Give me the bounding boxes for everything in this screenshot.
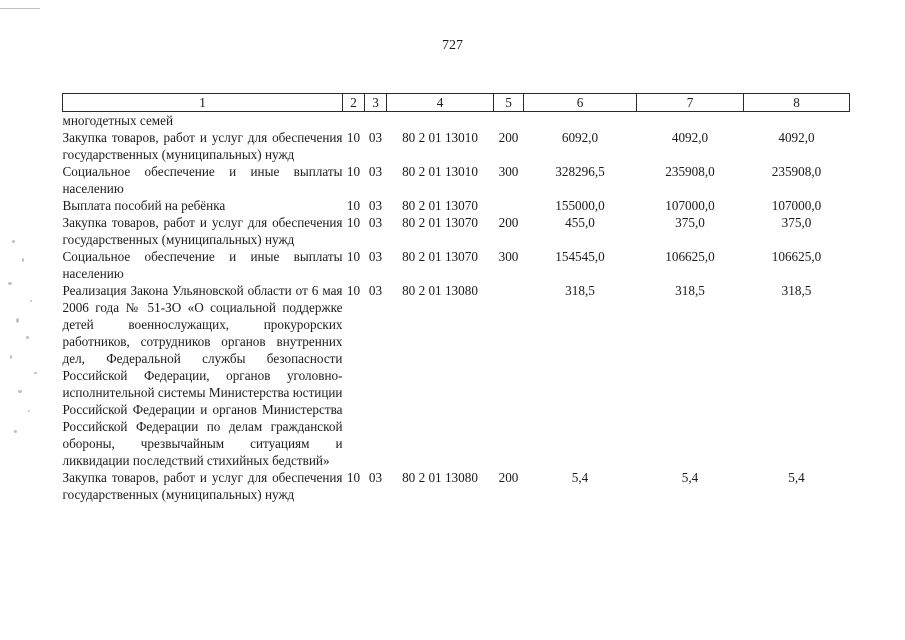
row-subsection: 03: [368, 215, 383, 230]
table-row: [63, 129, 850, 163]
table-header-row: [63, 94, 850, 112]
row-description: Социальное обеспечение и иные выплаты населению: [62, 164, 343, 196]
row-value-col6: 5,4: [571, 470, 589, 485]
table-row: [63, 282, 850, 469]
row-expense-type: [494, 197, 524, 214]
scan-artifact: [26, 336, 29, 339]
row-expense-type: 300: [498, 249, 519, 264]
row-subsection: 03: [368, 164, 383, 179]
row-value-col8: 5,4: [788, 470, 805, 485]
row-target-code: [387, 112, 494, 130]
row-description: Закупка товаров, работ и услуг для обеспечения государственных (муниципальных) нужд: [62, 470, 343, 502]
row-expense-type: 200: [498, 215, 519, 230]
row-description: Закупка товаров, работ и услуг для обеспечения государственных (муниципальных) нужд: [62, 130, 343, 162]
row-value-col7: 375,0: [675, 215, 705, 230]
row-value-col6: 318,5: [565, 283, 595, 298]
row-section: 10: [346, 470, 361, 485]
scan-artifact: [12, 240, 15, 243]
row-value-col8: 4092,0: [778, 130, 815, 145]
scan-artifact: [14, 430, 17, 433]
header-col-1: 1: [63, 94, 343, 112]
table-row: [63, 112, 850, 130]
row-description: многодетных семей: [62, 113, 174, 128]
scan-artifact: [28, 410, 30, 412]
scan-artifact: [34, 372, 37, 374]
row-target-code: 80 2 01 13070: [402, 249, 478, 264]
row-value-col7: 107000,0: [665, 198, 715, 213]
row-value-col7: [637, 112, 744, 130]
row-section: 10: [346, 215, 361, 230]
scan-artifact: [8, 282, 12, 285]
row-expense-type: 200: [498, 470, 519, 485]
row-expense-type: [494, 112, 524, 130]
row-expense-type: 300: [498, 164, 519, 179]
row-value-col8: 106625,0: [771, 249, 822, 264]
row-value-col7: 5,4: [681, 470, 699, 485]
row-value-col6: 155000,0: [555, 198, 605, 213]
header-col-2: 2: [343, 94, 365, 112]
header-col-4: 4: [387, 94, 494, 112]
row-value-col6: 455,0: [565, 215, 595, 230]
header-col-3: 3: [365, 94, 387, 112]
row-value-col8: 375,0: [781, 215, 812, 230]
scan-artifact: [0, 8, 40, 9]
row-section: 10: [346, 130, 361, 145]
row-target-code: 80 2 01 13070: [402, 198, 478, 213]
row-section: 10: [346, 283, 361, 298]
table-row: [63, 214, 850, 248]
row-description: Выплата пособий на ребёнка: [62, 198, 226, 213]
row-description: Реализация Закона Ульяновской области от 6 мая 2006 года № 51-ЗО «О социальной поддержке детей военнослужащих, прокурорских работников, сотрудников органов внутренних дел, Федеральной службы безопасности Российской Федерации, органов уголовно-исполнительной системы Министерства юстиции Российской Федерации и органов Министерства Российской Федерации по делам гражданской обороны, чрезвычайным ситуациям и ликвидации последствий стихийных бедствий»: [62, 283, 343, 468]
row-description: Закупка товаров, работ и услуг для обеспечения государственных (муниципальных) нужд: [62, 215, 343, 247]
row-subsection: 03: [368, 283, 383, 298]
row-section: 10: [346, 198, 361, 213]
row-value-col6: 6092,0: [561, 130, 599, 145]
row-subsection: 03: [368, 249, 383, 264]
row-subsection: 03: [368, 198, 383, 213]
table-row: [63, 197, 850, 214]
scan-artifact: [10, 355, 12, 359]
row-value-col6: 328296,5: [555, 164, 605, 179]
row-target-code: 80 2 01 13010: [402, 130, 478, 145]
row-section: [343, 112, 365, 130]
row-value-col8: 318,5: [781, 283, 812, 298]
row-description: Социальное обеспечение и иные выплаты населению: [62, 249, 343, 281]
row-subsection: 03: [368, 130, 383, 145]
row-value-col6: [524, 112, 637, 130]
row-section: 10: [346, 164, 361, 179]
header-col-5: 5: [494, 94, 524, 112]
scan-artifact: [22, 258, 24, 262]
row-target-code: 80 2 01 13010: [402, 164, 478, 179]
row-value-col7: 4092,0: [671, 130, 709, 145]
row-value-col8: 107000,0: [771, 198, 822, 213]
row-target-code: 80 2 01 13070: [402, 215, 478, 230]
row-value-col8: 235908,0: [771, 164, 822, 179]
table-row: [63, 163, 850, 197]
row-subsection: [365, 112, 387, 130]
scan-artifact: [18, 390, 22, 393]
row-target-code: 80 2 01 13080: [402, 283, 478, 298]
scan-artifact: [16, 318, 19, 323]
header-col-8: 8: [744, 94, 850, 112]
row-expense-type: [494, 282, 524, 469]
row-value-col7: 106625,0: [665, 249, 715, 264]
row-expense-type: 200: [498, 130, 519, 145]
scan-artifact: [30, 300, 32, 302]
row-value-col7: 235908,0: [665, 164, 715, 179]
table-row: [63, 469, 850, 503]
table-row: [63, 248, 850, 282]
row-value-col6: 154545,0: [555, 249, 605, 264]
row-target-code: 80 2 01 13080: [402, 470, 478, 485]
row-subsection: 03: [368, 470, 383, 485]
row-value-col8: [744, 112, 850, 130]
page-number: 727: [442, 38, 463, 53]
header-col-6: 6: [524, 94, 637, 112]
budget-table: [62, 93, 850, 503]
row-section: 10: [346, 249, 361, 264]
row-value-col7: 318,5: [675, 283, 705, 298]
header-col-7: 7: [637, 94, 744, 112]
